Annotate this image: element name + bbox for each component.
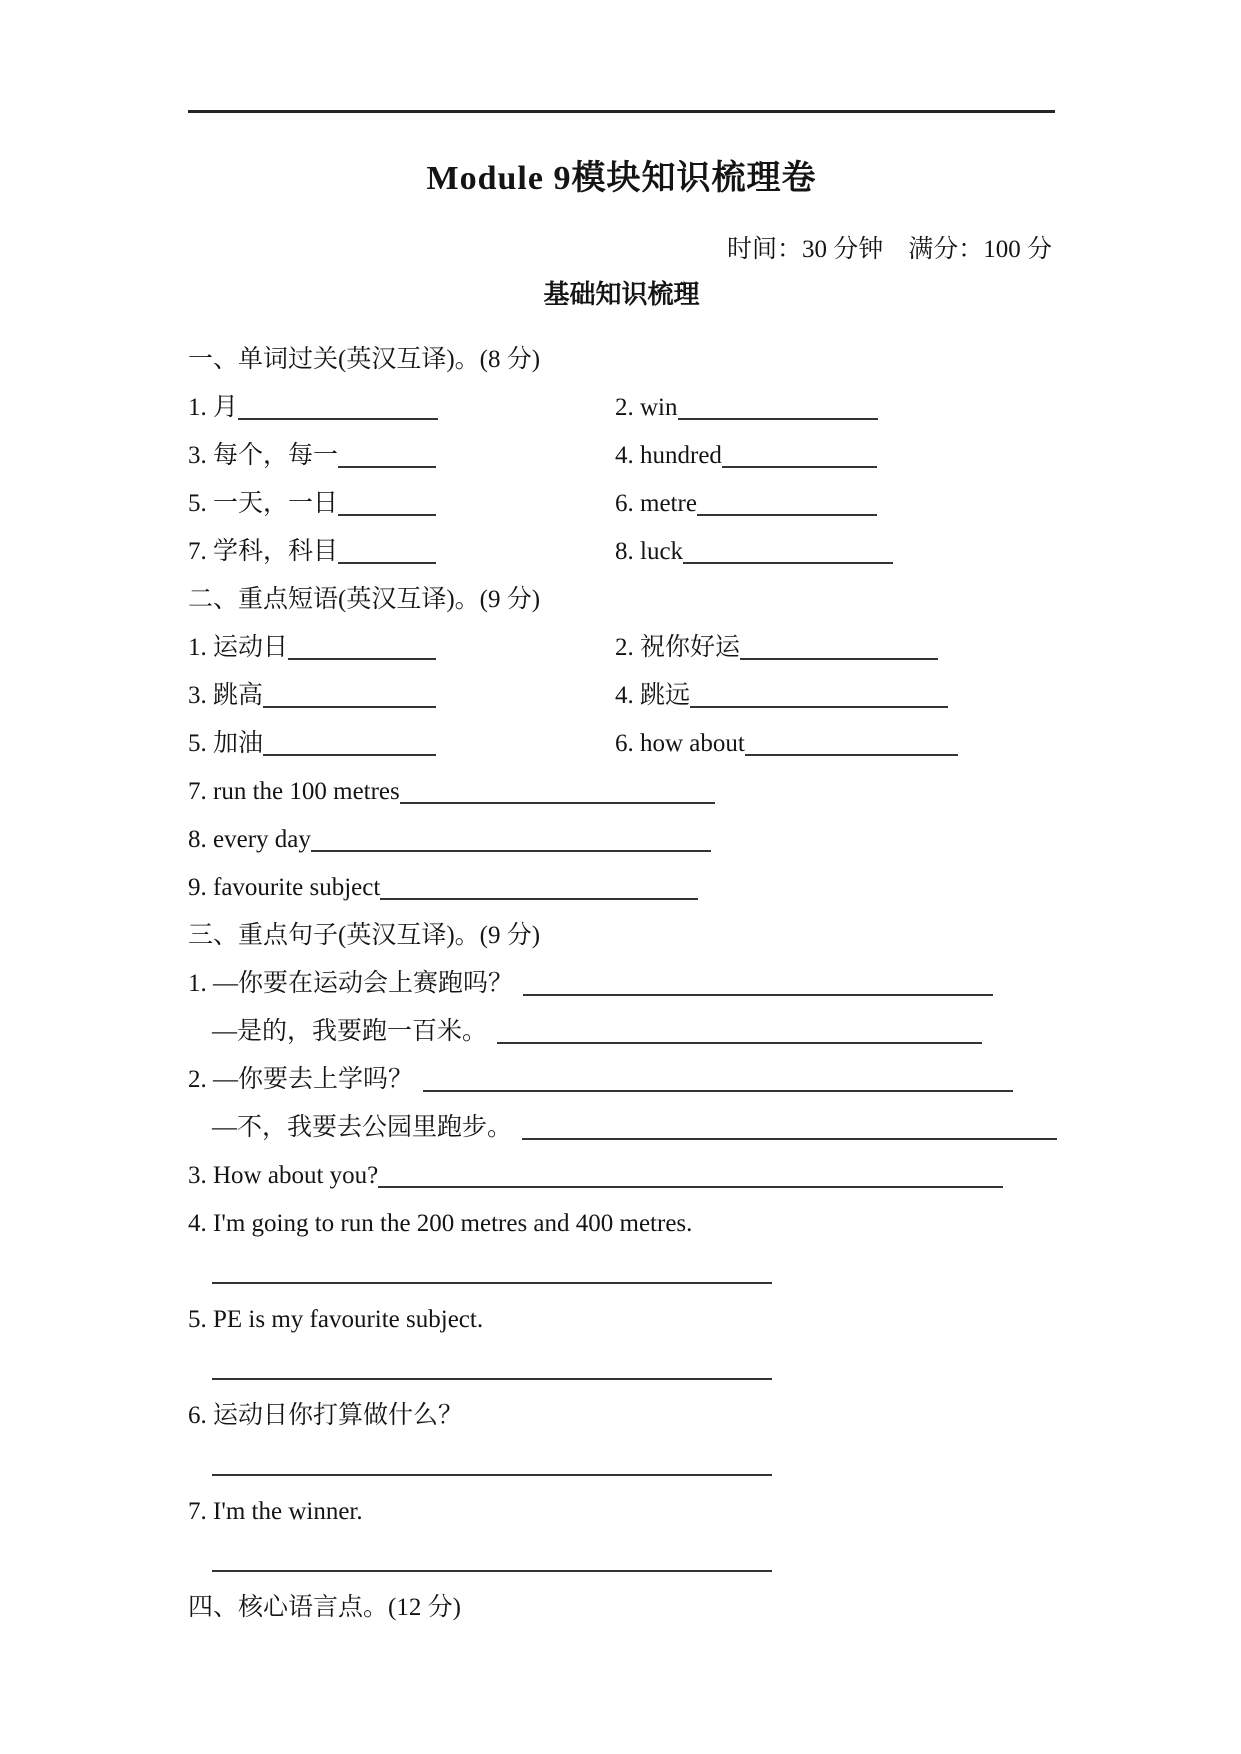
word-row-5-6 [188, 480, 1055, 528]
answer-blank [212, 1444, 772, 1476]
sentence-2-label: 2. —你要去上学吗？ [188, 1066, 414, 1093]
phrase-row-3-4 [188, 672, 1055, 720]
sentence-row-1 [188, 960, 1055, 1008]
word-row-7-8 [188, 528, 1055, 576]
sentence-row-2 [188, 1056, 1055, 1104]
answer-blank [338, 484, 436, 516]
word-item-1 [188, 394, 438, 421]
word-row-1-2 [188, 384, 1055, 432]
phrase-item-7 [188, 778, 715, 805]
word-item-1-label: 1. 月 [188, 394, 239, 421]
word-item-3-label: 3. 每个，每一 [188, 442, 339, 469]
phrase-item-4 [615, 672, 948, 720]
section1-header-row [188, 336, 1055, 384]
phrase-item-9-label: 9. favourite subject [188, 874, 381, 901]
word-item-2 [615, 384, 878, 432]
answer-line-row [188, 1248, 1055, 1296]
answer-blank [740, 628, 938, 660]
phrase-item-2-label: 2. 祝你好运 [615, 634, 741, 661]
section2-title: 二、重点短语(英汉互译)。(9 分) [188, 586, 541, 613]
word-item-7 [188, 538, 436, 565]
sentence-4-label: 4. I'm going to run the 200 metres and 400 metres. [188, 1210, 693, 1237]
answer-blank [263, 676, 436, 708]
section3-title: 三、重点句子(英汉互译)。(9 分) [188, 922, 541, 949]
word-row-3-4 [188, 432, 1055, 480]
sentence-row-4 [188, 1200, 1055, 1248]
sentence-2-reply-label: —不，我要去公园里跑步。 [212, 1114, 513, 1141]
phrase-item-2 [615, 624, 938, 672]
answer-blank [380, 868, 698, 900]
section2-header-row [188, 576, 1055, 624]
sentence-3-label: 3. How about you? [188, 1162, 379, 1189]
time-score-info: 时间：30 分钟 满分：100 分 [726, 236, 1052, 263]
phrase-row-9 [188, 864, 1055, 912]
phrase-item-8-label: 8. every day [188, 826, 311, 853]
answer-blank [497, 1012, 982, 1044]
section4-header-row [188, 1584, 1055, 1632]
word-item-4 [615, 432, 877, 480]
sentence-row-5 [188, 1296, 1055, 1344]
answer-blank [238, 388, 438, 420]
answer-blank [683, 532, 893, 564]
worksheet-body [188, 336, 1055, 1632]
answer-blank [400, 772, 715, 804]
answer-line-row [188, 1440, 1055, 1488]
phrase-item-5-label: 5. 加油 [188, 730, 264, 757]
section-heading: 基础知识梳理 [543, 280, 700, 309]
phrase-item-5 [188, 730, 436, 757]
word-item-8-label: 8. luck [615, 538, 684, 565]
answer-blank [678, 388, 878, 420]
phrase-item-3-label: 3. 跳高 [188, 682, 264, 709]
phrase-item-3 [188, 682, 436, 709]
sentence-5-label: 5. PE is my favourite subject. [188, 1306, 484, 1333]
answer-blank [263, 724, 436, 756]
sentence-row-2-reply [188, 1104, 1055, 1152]
phrase-item-6 [615, 720, 958, 768]
answer-blank [722, 436, 877, 468]
phrase-row-8 [188, 816, 1055, 864]
answer-blank [522, 1108, 1057, 1140]
sentence-row-6 [188, 1392, 1055, 1440]
answer-blank [378, 1156, 1003, 1188]
answer-blank [288, 628, 436, 660]
word-item-6 [615, 480, 877, 528]
phrase-item-1 [188, 634, 436, 661]
word-item-6-label: 6. metre [615, 490, 697, 517]
sentence-row-3 [188, 1152, 1055, 1200]
phrase-item-8 [188, 826, 711, 853]
phrase-row-1-2 [188, 624, 1055, 672]
sentence-row-7 [188, 1488, 1055, 1536]
word-item-7-label: 7. 学科，科目 [188, 538, 339, 565]
answer-blank [697, 484, 877, 516]
phrase-row-7 [188, 768, 1055, 816]
answer-blank [311, 820, 711, 852]
sentence-1-label: 1. —你要在运动会上赛跑吗？ [188, 970, 514, 997]
answer-blank [212, 1540, 772, 1572]
answer-blank [338, 436, 436, 468]
sentence-6-label: 6. 运动日你打算做什么？ [188, 1402, 464, 1429]
phrase-item-1-label: 1. 运动日 [188, 634, 289, 661]
answer-line-row [188, 1344, 1055, 1392]
answer-blank [523, 964, 993, 996]
word-item-5 [188, 490, 436, 517]
phrase-item-7-label: 7. run the 100 metres [188, 778, 400, 805]
answer-blank [745, 724, 958, 756]
section3-header-row [188, 912, 1055, 960]
word-item-3 [188, 442, 436, 469]
word-item-2-label: 2. win [615, 394, 678, 421]
sentence-7-label: 7. I'm the winner. [188, 1498, 363, 1525]
answer-blank [212, 1348, 772, 1380]
answer-blank [690, 676, 948, 708]
phrase-item-4-label: 4. 跳远 [615, 682, 691, 709]
phrase-row-5-6 [188, 720, 1055, 768]
section1-title: 一、单词过关(英汉互译)。(8 分) [188, 346, 541, 373]
phrase-item-9 [188, 874, 698, 901]
word-item-5-label: 5. 一天，一日 [188, 490, 339, 517]
answer-blank [423, 1060, 1013, 1092]
answer-blank [212, 1252, 772, 1284]
header-rule [188, 110, 1055, 113]
phrase-item-6-label: 6. how about [615, 730, 745, 757]
answer-line-row [188, 1536, 1055, 1584]
sentence-1-reply-label: —是的，我要跑一百米。 [212, 1018, 488, 1045]
sentence-row-1-reply [188, 1008, 1055, 1056]
page-title: Module 9模块知识梳理卷 [426, 160, 817, 197]
word-item-4-label: 4. hundred [615, 442, 722, 469]
section4-title: 四、核心语言点。(12 分) [188, 1594, 461, 1621]
answer-blank [338, 532, 436, 564]
word-item-8 [615, 528, 893, 576]
